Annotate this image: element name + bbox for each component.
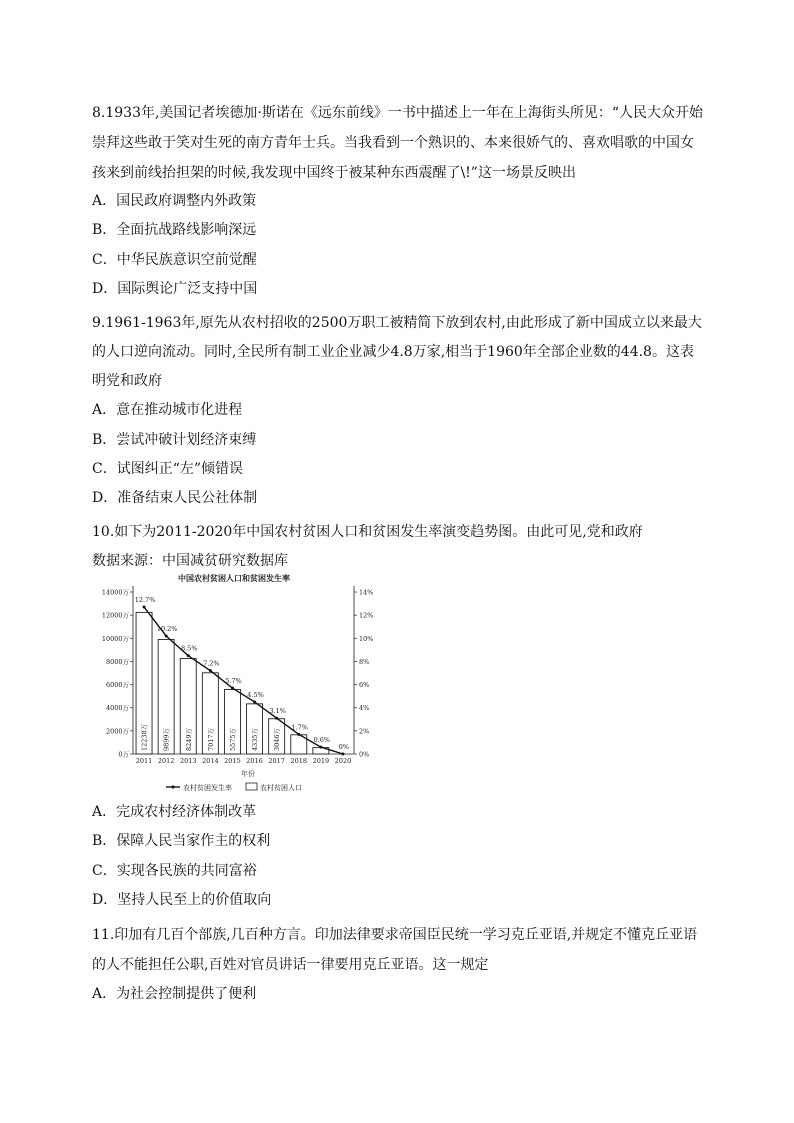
q11-stem-line-1: 11.印加有几百个部族,几百种方言。印加法律要求帝国臣民统一学习克丘亚语,并规定不懂克丘亚语 xyxy=(92,927,698,943)
right-tick-label: 8% xyxy=(359,657,370,666)
x-tick-label: 2013 xyxy=(179,757,197,765)
x-tick-label: 2016 xyxy=(246,757,263,765)
q11-option-a[interactable]: A．为社会控制提供了便利 xyxy=(92,986,257,1002)
left-tick-label: 12000万 xyxy=(101,611,129,620)
left-tick-label: 8000万 xyxy=(105,657,129,666)
q9-option-d[interactable]: D．准备结束人民公社体制 xyxy=(92,490,258,506)
rate-data-label: 8.5% xyxy=(180,644,198,653)
q8-option-a[interactable]: A．国民政府调整内外政策 xyxy=(92,193,257,209)
q10-stem-line-1: 10.如下为2011-2020年中国农村贫困人口和贫困发生率演变趋势图。由此可见,党和政府 xyxy=(92,524,643,540)
q10-option-c[interactable]: C．实现各民族的共同富裕 xyxy=(92,863,257,879)
poverty-chart xyxy=(96,572,396,797)
left-tick-label: 4000万 xyxy=(105,704,129,713)
x-tick-label: 2015 xyxy=(224,757,241,765)
x-tick-label: 2018 xyxy=(290,757,308,765)
x-tick-label: 2011 xyxy=(135,757,153,765)
population-bar-label: 9899万 xyxy=(162,727,171,751)
left-tick-label: 6000万 xyxy=(105,681,129,690)
q9-stem-line-2: 的人口逆向流动。同时,全民所有制工业企业减少4.8万家,相当于1960年全部企业数的44.8。这表 xyxy=(92,344,694,360)
q10-data-source: 数据来源：中国减贫研究数据库 xyxy=(92,553,288,569)
rate-data-label: 10.2% xyxy=(156,624,178,633)
population-bar-label: 8249万 xyxy=(184,727,193,751)
legend-bar-swatch xyxy=(246,783,257,790)
x-tick-label: 2014 xyxy=(202,757,219,765)
rate-point xyxy=(209,669,212,672)
right-tick-label: 14% xyxy=(359,588,374,597)
population-bar-label: 5575万 xyxy=(228,727,237,751)
right-tick-label: 12% xyxy=(359,611,374,620)
q9-option-c[interactable]: C．试图纠正“左”倾错误 xyxy=(92,461,244,477)
q8-option-d[interactable]: D．国际舆论广泛支持中国 xyxy=(92,281,258,297)
x-tick-label: 2019 xyxy=(312,757,330,765)
q10-option-d[interactable]: D．坚持人民至上的价值取向 xyxy=(92,892,272,908)
q9-option-a[interactable]: A．意在推动城市化进程 xyxy=(92,402,243,418)
rate-data-label: 3.1% xyxy=(269,707,286,716)
rate-point xyxy=(187,654,190,657)
q8-stem-line-2: 崇拜这些敢于笑对生死的南方青年士兵。当我看到一个熟识的、本来很娇气的、喜欢唱歌的中国女 xyxy=(92,135,694,151)
right-tick-label: 10% xyxy=(359,634,374,643)
left-tick-label: 2000万 xyxy=(105,727,129,736)
q9-stem-line-1: 9.1961-1963年,原先从农村招收的2500万职工被精简下放到农村,由此形成了新中国成立以来最大 xyxy=(92,315,702,331)
x-tick-label: 2020 xyxy=(334,757,352,765)
q8-option-c[interactable]: C．中华民族意识空前觉醒 xyxy=(92,252,257,268)
rate-point xyxy=(319,746,322,749)
q8-stem-line-3: 孩来到前线抬担架的时候,我发现中国终于被某种东西震醒了\!”这一场景反映出 xyxy=(92,165,576,181)
legend-population-label: 农村贫困人口 xyxy=(260,784,302,792)
population-bar-label: 7017万 xyxy=(206,727,215,751)
right-tick-label: 4% xyxy=(359,704,370,713)
q8-option-b[interactable]: B．全面抗战路线影响深远 xyxy=(92,222,257,238)
right-tick-label: 6% xyxy=(359,681,370,690)
population-bar-label: 12238万 xyxy=(140,723,149,751)
q9-option-b[interactable]: B．尝试冲破计划经济束缚 xyxy=(92,432,257,448)
q8-stem-line-1: 8.1933年,美国记者埃德加·斯诺在《远东前线》一书中描述上一年在上海街头所见：“人民大众开始 xyxy=(92,105,704,121)
q9-stem-line-3: 明党和政府 xyxy=(92,373,162,389)
chart-legend xyxy=(166,783,302,792)
rate-data-label: 1.7% xyxy=(291,723,309,732)
x-axis-title: 年份 xyxy=(241,770,255,778)
x-tick-label: 2017 xyxy=(268,757,285,765)
population-bar-label: 3046万 xyxy=(273,727,282,751)
rate-point xyxy=(165,634,168,637)
right-tick-label: 2% xyxy=(359,727,370,736)
population-bar-label: 4335万 xyxy=(251,727,260,751)
rate-point xyxy=(297,733,300,736)
rate-data-label: 12.7% xyxy=(134,596,156,605)
legend-line-marker xyxy=(171,785,174,788)
left-tick-label: 0万 xyxy=(118,750,129,759)
x-tick-label: 2012 xyxy=(157,757,175,765)
rate-point xyxy=(253,700,256,703)
chart-title: 中国农村贫困人口和贫困发生率 xyxy=(178,573,290,583)
rate-point xyxy=(143,606,146,609)
rate-data-label: 0.6% xyxy=(313,736,331,745)
legend-rate-label: 农村贫困发生率 xyxy=(183,784,232,792)
rate-point xyxy=(231,687,234,690)
rate-point xyxy=(275,717,278,720)
left-tick-label: 10000万 xyxy=(101,634,129,643)
q10-option-a[interactable]: A．完成农村经济体制改革 xyxy=(92,804,257,820)
q10-option-b[interactable]: B．保障人民当家作主的权利 xyxy=(92,833,271,849)
rate-point xyxy=(341,753,344,756)
rate-data-label: 4.5% xyxy=(247,690,264,699)
rate-data-label: 7.2% xyxy=(203,659,220,668)
left-tick-label: 14000万 xyxy=(101,588,129,597)
rate-data-label: 0% xyxy=(338,743,350,751)
q11-stem-line-2: 的人不能担任公职,百姓对官员讲话一律要用克丘亚语。这一规定 xyxy=(92,957,489,973)
right-tick-label: 0% xyxy=(359,750,370,759)
rate-data-label: 5.7% xyxy=(225,677,242,686)
